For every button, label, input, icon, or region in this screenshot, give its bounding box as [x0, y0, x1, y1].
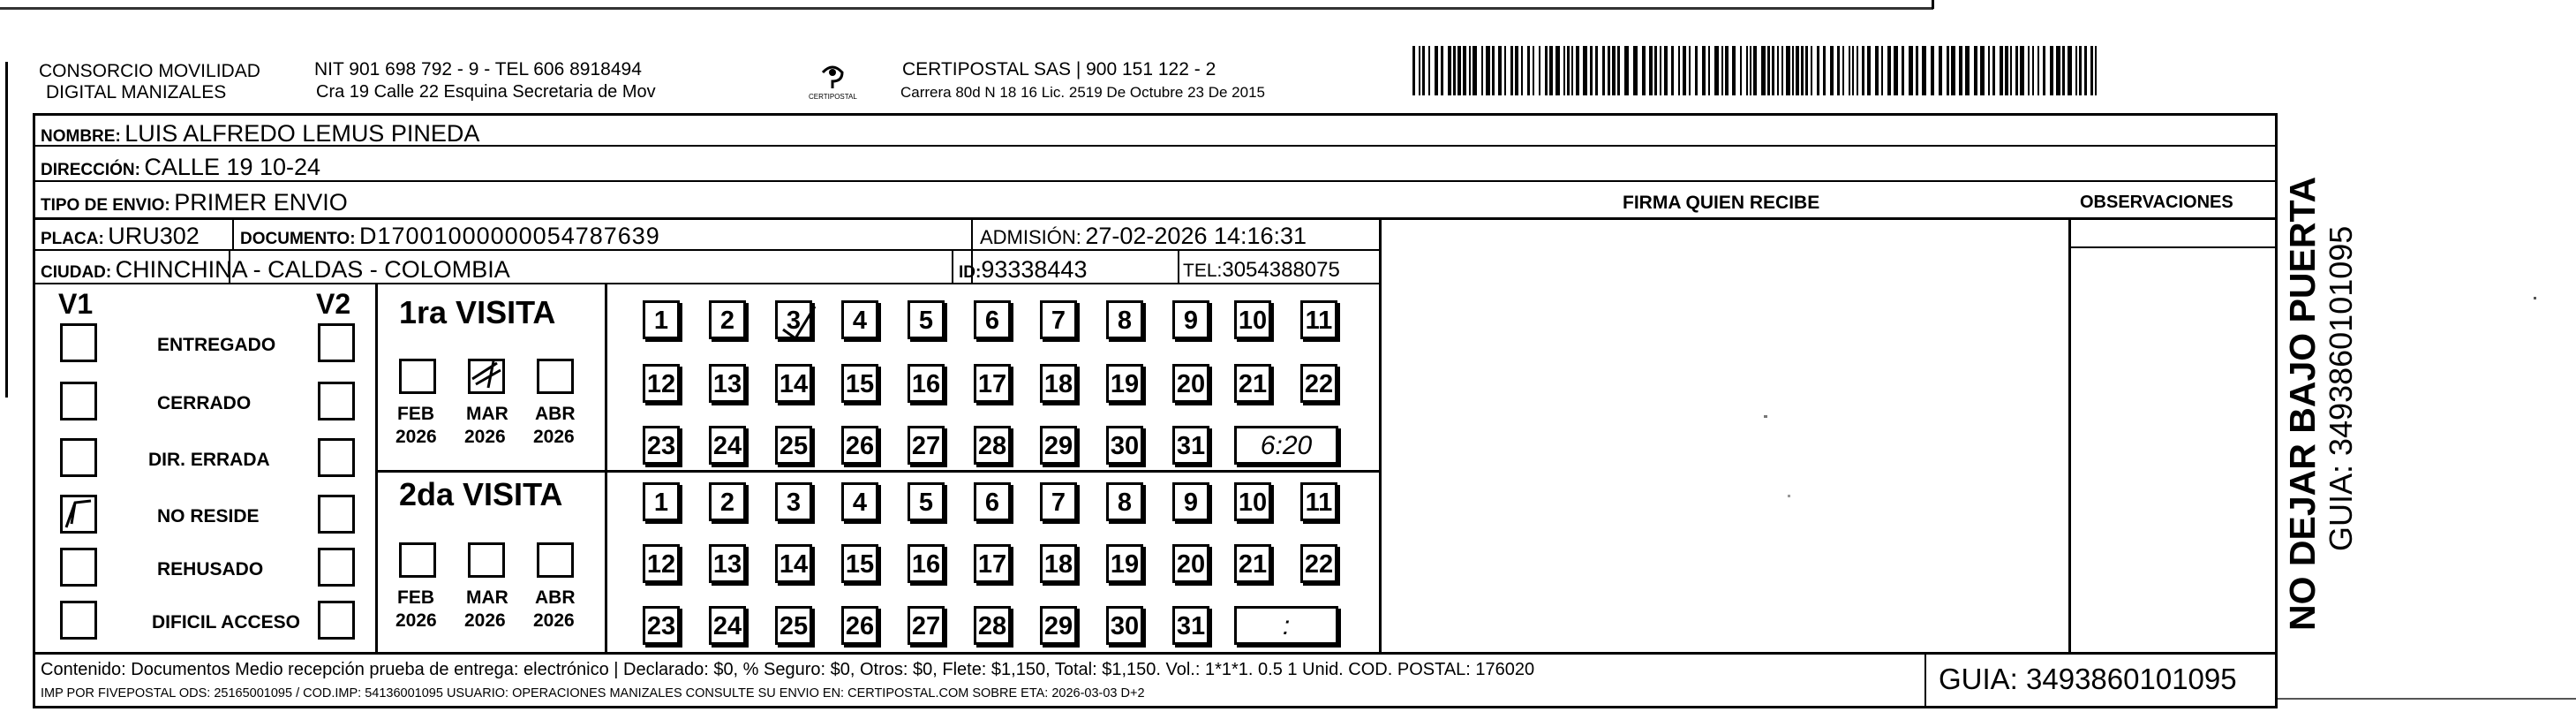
visit1-time-box[interactable]: [1234, 426, 1338, 465]
status-label: CERRADO: [157, 393, 252, 413]
month-year: 2026: [395, 610, 437, 631]
day-number: 25: [779, 612, 809, 640]
day-box[interactable]: [775, 544, 812, 583]
placa-separator: [232, 219, 234, 251]
carrier-line-1: CERTIPOSTAL SAS | 900 151 122 - 2: [902, 59, 1216, 80]
day-number: 11: [1305, 307, 1333, 335]
admision-label: ADMISIÓN: 27-02-2026 14:16:31: [980, 223, 1307, 249]
day-box[interactable]: [841, 364, 878, 403]
v1-checkbox[interactable]: [60, 382, 97, 420]
nombre-value: LUIS ALFREDO LEMUS PINEDA: [124, 120, 480, 147]
month-label: ABR: [535, 587, 576, 608]
day-box[interactable]: [1172, 606, 1209, 645]
day-number: 8: [1117, 489, 1133, 517]
logo-text: CERTIPOSTAL: [809, 93, 857, 101]
day-number: 7: [1051, 489, 1066, 517]
day-number: 17: [977, 550, 1007, 579]
top-edge-tick: [1932, 0, 1934, 9]
left-margin-line: [5, 62, 8, 398]
day-number: 23: [646, 612, 676, 640]
day-box[interactable]: [775, 482, 812, 521]
day-box[interactable]: [709, 544, 746, 583]
time-value: :: [1282, 611, 1291, 640]
day-number: 30: [1110, 432, 1140, 460]
day-box[interactable]: [1040, 426, 1077, 465]
speck: [2534, 297, 2536, 299]
day-box[interactable]: [1300, 364, 1337, 403]
month-year: 2026: [533, 610, 575, 631]
footer-line-2: IMP POR FIVEPOSTAL ODS: 25165001095 / COD.IMP: 54136001095 USUARIO: OPERACIONES MANIZALES CONSULTE SU ENVIO EN: CERTIPOSTAL.COM SOBRE ETA: 2026-03-03 D+2: [41, 686, 1145, 701]
day-box[interactable]: [974, 544, 1011, 583]
v1-checkbox[interactable]: [60, 323, 97, 362]
v2-checkbox[interactable]: [318, 382, 355, 420]
status-label: REHUSADO: [157, 559, 264, 579]
day-box[interactable]: [1040, 300, 1077, 339]
placa-value: URU302: [108, 223, 200, 249]
visit2-time-box[interactable]: [1234, 606, 1338, 645]
day-number: 6: [984, 489, 1000, 517]
documento-value: D17001000000054787639: [359, 223, 660, 249]
carrier-line-2: Carrera 80d N 18 16 Lic. 2519 De Octubre 23 De 2015: [900, 84, 1265, 101]
day-box[interactable]: [775, 426, 812, 465]
day-box[interactable]: [1106, 482, 1143, 521]
visit-divider: [375, 470, 1380, 473]
status-label: ENTREGADO: [157, 335, 276, 355]
day-box[interactable]: [1172, 482, 1209, 521]
day-number: 24: [712, 612, 742, 640]
day-number: 27: [911, 612, 941, 640]
ciudad-value: CHINCHINA - CALDAS - COLOMBIA: [115, 256, 510, 283]
day-number: 21: [1238, 370, 1268, 398]
day-box[interactable]: [775, 300, 812, 339]
day-box[interactable]: [974, 426, 1011, 465]
id-label: ID:93338443: [959, 256, 1088, 283]
v2-checkbox[interactable]: [318, 495, 355, 534]
v1-checkbox[interactable]: [60, 601, 97, 640]
day-box[interactable]: [908, 482, 945, 521]
day-number: 1: [653, 307, 669, 335]
day-number: 7: [1051, 307, 1066, 335]
v1-checkbox[interactable]: [60, 548, 97, 587]
speck: [1764, 415, 1767, 418]
day-number: 13: [712, 550, 742, 579]
day-box[interactable]: [709, 482, 746, 521]
day-box[interactable]: [643, 364, 680, 403]
day-box[interactable]: [908, 544, 945, 583]
day-number: 4: [852, 489, 868, 517]
day-number: 23: [646, 432, 676, 460]
day-box[interactable]: [908, 300, 945, 339]
day-number: 10: [1238, 489, 1268, 517]
row-line: [33, 217, 2278, 220]
footer-guia: GUIA: 3493860101095: [1939, 663, 2237, 695]
id-value: 93338443: [981, 256, 1088, 283]
side-text: [2281, 136, 2378, 631]
month-checkbox[interactable]: [537, 542, 574, 578]
day-box[interactable]: [709, 300, 746, 339]
certipostal-logo: [810, 58, 855, 102]
row-line: [33, 180, 2278, 182]
day-number: 13: [712, 370, 742, 398]
day-number: 24: [712, 432, 742, 460]
status-label: NO RESIDE: [157, 506, 260, 526]
speck: [1788, 495, 1790, 497]
admision-separator: [971, 219, 973, 251]
day-box[interactable]: [1106, 364, 1143, 403]
v2-label: V2: [316, 288, 351, 320]
day-number: 21: [1238, 550, 1268, 579]
side-guia-text: GUIA: 3493860101095: [2323, 225, 2359, 551]
day-box[interactable]: [1300, 482, 1337, 521]
time-value: 6:20: [1260, 431, 1313, 460]
day-box[interactable]: [1106, 606, 1143, 645]
row-line: [2068, 246, 2278, 248]
month-year: 2026: [464, 427, 506, 447]
day-number: 25: [779, 432, 809, 460]
day-box[interactable]: [775, 606, 812, 645]
day-number: 2: [719, 307, 735, 335]
day-box[interactable]: [974, 482, 1011, 521]
day-box[interactable]: [1300, 544, 1337, 583]
col-line: [2068, 217, 2071, 654]
sender-nit: NIT 901 698 792 - 9 - TEL 606 8918494: [314, 59, 642, 80]
day-box[interactable]: [1172, 364, 1209, 403]
v2-checkbox[interactable]: [318, 548, 355, 587]
day-box[interactable]: [643, 426, 680, 465]
day-box[interactable]: [1234, 482, 1271, 521]
day-number: 26: [845, 432, 875, 460]
day-box[interactable]: [1040, 544, 1077, 583]
sender-address: Cra 19 Calle 22 Esquina Secretaria de Mov: [316, 82, 656, 102]
day-number: 20: [1176, 550, 1206, 579]
observaciones-header: OBSERVACIONES: [2080, 193, 2233, 212]
day-number: 5: [918, 307, 934, 335]
day-number: 31: [1176, 612, 1206, 640]
day-box[interactable]: [709, 364, 746, 403]
month-year: 2026: [533, 427, 575, 447]
day-number: 12: [646, 370, 676, 398]
barcode: [1412, 46, 2101, 95]
day-number: 9: [1183, 307, 1199, 335]
day-number: 15: [845, 550, 875, 579]
bottom-edge-line: [2278, 698, 2576, 700]
status-label: DIFICIL ACCESO: [152, 612, 301, 632]
month-checkbox[interactable]: [399, 359, 436, 394]
tel-label: TEL:3054388075: [1183, 258, 1340, 282]
v1-checkbox[interactable]: [60, 438, 97, 477]
day-box[interactable]: [1300, 300, 1337, 339]
day-number: 26: [845, 612, 875, 640]
day-number: 11: [1305, 489, 1333, 517]
v2-checkbox[interactable]: [318, 323, 355, 362]
day-number: 9: [1183, 489, 1199, 517]
day-number: 12: [646, 550, 676, 579]
tel-separator: [1178, 251, 1179, 284]
day-box[interactable]: [1040, 482, 1077, 521]
day-number: 22: [1304, 370, 1334, 398]
day-number: 10: [1238, 307, 1268, 335]
direccion-label: DIRECCIÓN: CALLE 19 10-24: [41, 154, 321, 180]
day-check-mark: [778, 303, 818, 352]
footer-line-1: Contenido: Documentos Medio recepción prueba de entrega: electrónico | Declarado: $0, % Seguro: $0, Otros: $0, Flete: $1,150, Total: $1,150. Vol.: 1*1*1. 0.5 1 Unid. COD. POSTAL: 176020: [41, 660, 1535, 679]
documento-label: DOCUMENTO: D17001000000054787639: [240, 223, 660, 249]
col-line: [1924, 654, 1926, 708]
status-label: DIR. ERRADA: [148, 450, 270, 470]
day-box[interactable]: [709, 606, 746, 645]
day-box[interactable]: [841, 300, 878, 339]
day-box[interactable]: [1234, 364, 1271, 403]
month-checkbox[interactable]: [399, 542, 436, 578]
v2-checkbox[interactable]: [318, 438, 355, 477]
col-line: [375, 284, 378, 654]
day-box[interactable]: [643, 300, 680, 339]
day-box[interactable]: [974, 300, 1011, 339]
month-year: 2026: [464, 610, 506, 631]
day-number: 16: [911, 370, 941, 398]
day-number: 27: [911, 432, 941, 460]
day-number: 6: [984, 307, 1000, 335]
day-box[interactable]: [1040, 364, 1077, 403]
placa-label: PLACA: URU302: [41, 223, 200, 249]
tel-value: 3054388075: [1222, 258, 1340, 282]
day-box[interactable]: [841, 544, 878, 583]
day-box[interactable]: [1106, 426, 1143, 465]
sender-name-1: CONSORCIO MOVILIDAD: [39, 61, 260, 81]
day-number: 17: [977, 370, 1007, 398]
sender-name-2: DIGITAL MANIZALES: [46, 82, 227, 102]
day-number: 30: [1110, 612, 1140, 640]
day-number: 4: [852, 307, 868, 335]
month-checkbox[interactable]: [468, 542, 505, 578]
day-box[interactable]: [841, 606, 878, 645]
day-box[interactable]: [908, 364, 945, 403]
day-box[interactable]: [1234, 544, 1271, 583]
day-box[interactable]: [841, 426, 878, 465]
day-number: 14: [779, 550, 809, 579]
day-number: 3: [786, 307, 802, 335]
day-box[interactable]: [643, 544, 680, 583]
day-number: 16: [911, 550, 941, 579]
ciudad-label: CIUDAD: CHINCHINA - CALDAS - COLOMBIA: [41, 256, 510, 283]
day-number: 18: [1043, 550, 1073, 579]
day-box[interactable]: [1106, 544, 1143, 583]
day-number: 28: [977, 612, 1007, 640]
day-number: 29: [1043, 432, 1073, 460]
month-label: MAR: [466, 404, 508, 424]
month-year: 2026: [395, 427, 437, 447]
v2-checkbox[interactable]: [318, 601, 355, 640]
side-big-text: NO DEJAR BAJO PUERTA: [2282, 176, 2323, 631]
day-number: 14: [779, 370, 809, 398]
day-number: 28: [977, 432, 1007, 460]
month-label: FEB: [397, 587, 434, 608]
day-number: 20: [1176, 370, 1206, 398]
day-box[interactable]: [974, 364, 1011, 403]
month-label: MAR: [466, 587, 508, 608]
direccion-value: CALLE 19 10-24: [144, 154, 321, 180]
day-number: 22: [1304, 550, 1334, 579]
day-number: 3: [786, 489, 802, 517]
row-line: [33, 652, 2278, 655]
day-number: 2: [719, 489, 735, 517]
day-number: 29: [1043, 612, 1073, 640]
visit2-title: 2da VISITA: [399, 476, 563, 512]
day-box[interactable]: [775, 364, 812, 403]
day-box[interactable]: [908, 606, 945, 645]
month-label: FEB: [397, 404, 434, 424]
day-box[interactable]: [908, 426, 945, 465]
day-box[interactable]: [1172, 300, 1209, 339]
day-number: 8: [1117, 307, 1133, 335]
top-edge-line: [0, 7, 1933, 10]
day-box[interactable]: [1040, 606, 1077, 645]
tipo-label: TIPO DE ENVIO: PRIMER ENVIO: [41, 189, 348, 216]
month-label: ABR: [535, 404, 576, 424]
month-checkbox[interactable]: [537, 359, 574, 394]
day-number: 1: [653, 489, 669, 517]
day-number: 5: [918, 489, 934, 517]
day-box[interactable]: [643, 606, 680, 645]
firma-header: FIRMA QUIEN RECIBE: [1623, 193, 1820, 213]
v1-label: V1: [58, 288, 94, 320]
visit1-title: 1ra VISITA: [399, 294, 556, 330]
day-box[interactable]: [1172, 544, 1209, 583]
form-frame: [33, 113, 2278, 708]
day-box[interactable]: [709, 426, 746, 465]
tipo-value: PRIMER ENVIO: [174, 189, 348, 216]
day-box[interactable]: [974, 606, 1011, 645]
day-box[interactable]: [1172, 426, 1209, 465]
day-box[interactable]: [1106, 300, 1143, 339]
day-number: 19: [1110, 370, 1140, 398]
month-checkbox[interactable]: [468, 359, 505, 394]
day-box[interactable]: [841, 482, 878, 521]
day-number: 31: [1176, 432, 1206, 460]
calendar-divider: [605, 284, 607, 654]
day-box[interactable]: [1234, 300, 1271, 339]
day-number: 19: [1110, 550, 1140, 579]
admision-value: 27-02-2026 14:16:31: [1085, 223, 1307, 249]
id-separator: [952, 251, 953, 284]
day-number: 18: [1043, 370, 1073, 398]
v1-checkbox[interactable]: [60, 495, 97, 534]
col-line: [1379, 217, 1382, 654]
day-box[interactable]: [643, 482, 680, 521]
day-number: 15: [845, 370, 875, 398]
nombre-label: NOMBRE: LUIS ALFREDO LEMUS PINEDA: [41, 120, 480, 147]
